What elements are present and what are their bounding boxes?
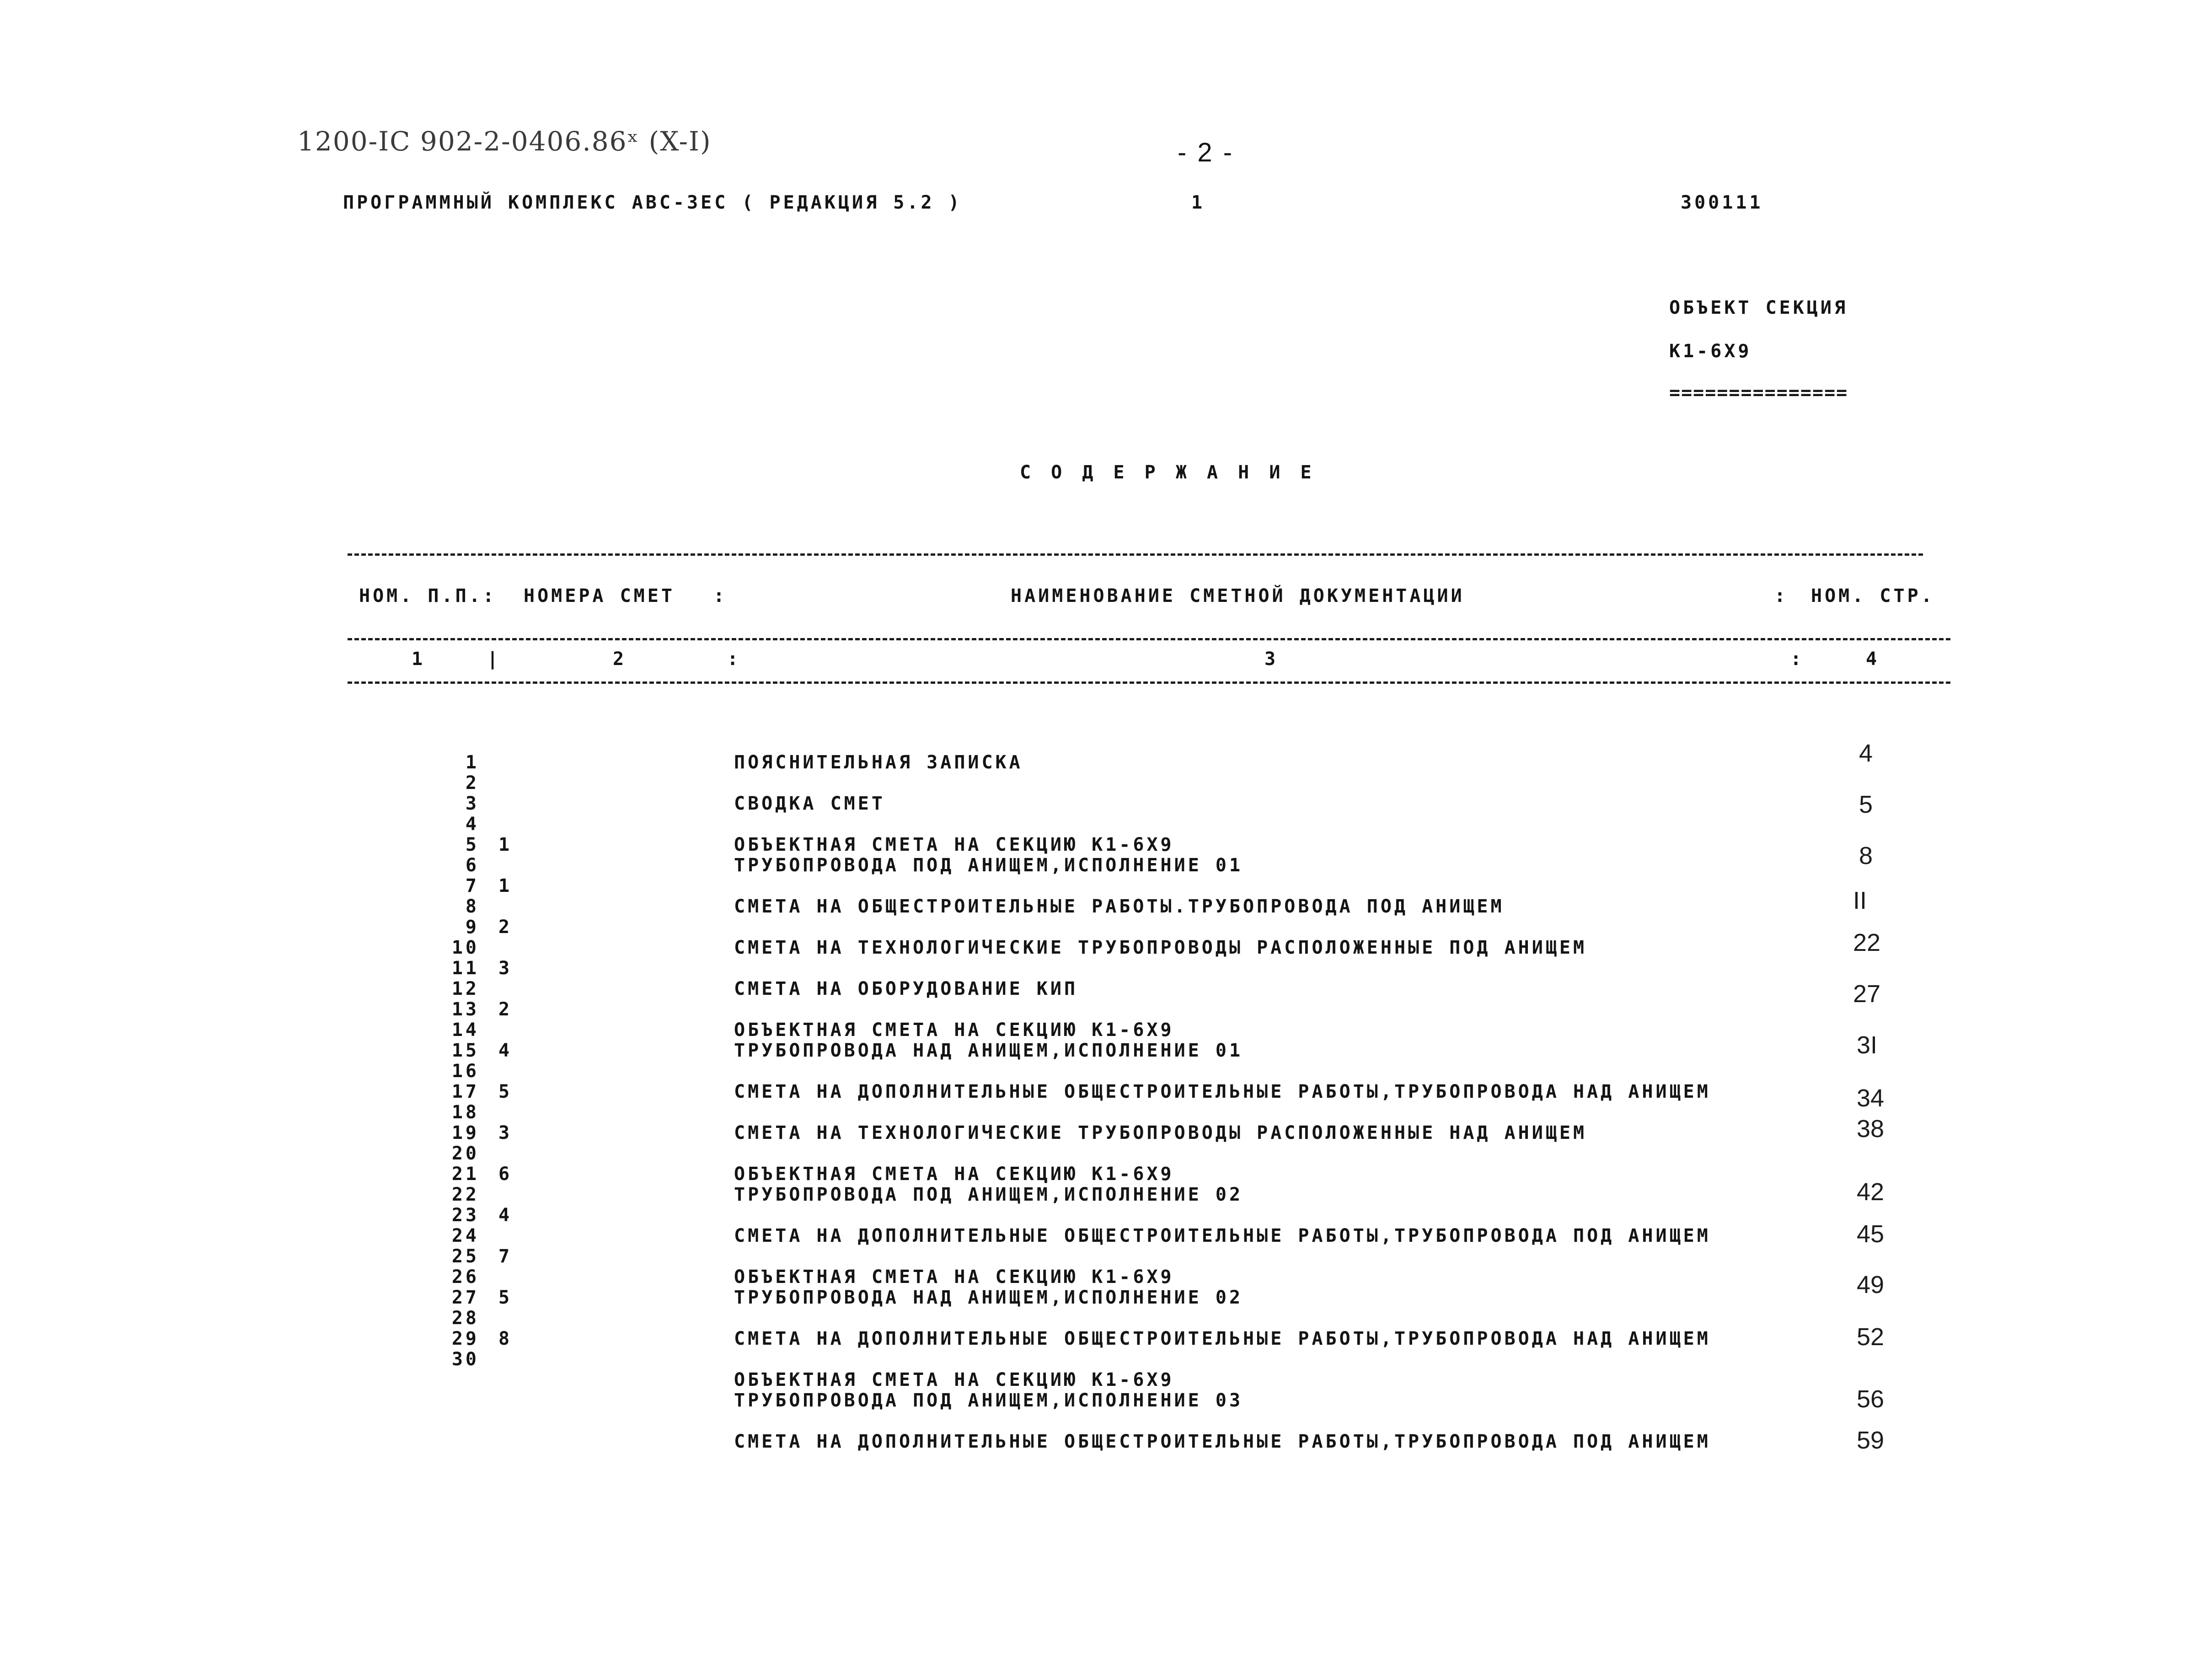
pp-number: 24: [451, 1225, 479, 1246]
document-code: 1200-IC 902-2-0406.86ˣ (X-I): [297, 126, 712, 157]
pp-number: 28: [451, 1308, 479, 1329]
entry-page-number: 56: [1857, 1385, 1885, 1413]
smeta-number: 5: [498, 1081, 513, 1102]
header-separator-a: :: [713, 585, 728, 606]
entry-page-number: 27: [1853, 980, 1881, 1008]
entry-subtitle: ТРУБОПРОВОДА НАД АНИЩЕМ,ИСПОЛНЕНИЕ 01: [734, 1040, 1243, 1061]
col-index-2: 2: [613, 649, 627, 670]
pp-number: 7: [465, 875, 479, 896]
entry-title: СМЕТА НА ТЕХНОЛОГИЧЕСКИЕ ТРУБОПРОВОДЫ РАСПОЛОЖЕННЫЕ ПОД АНИЩЕМ: [734, 937, 1587, 958]
pp-number: 22: [451, 1184, 479, 1205]
entry-title: ПОЯСНИТЕЛЬНАЯ ЗАПИСКА: [734, 752, 1023, 773]
smeta-number: 2: [498, 917, 513, 938]
pp-number: 23: [451, 1205, 479, 1226]
entry-title: СМЕТА НА ДОПОЛНИТЕЛЬНЫЕ ОБЩЕСТРОИТЕЛЬНЫЕ РАБОТЫ,ТРУБОПРОВОДА НАД АНИЩЕМ: [734, 1081, 1711, 1102]
table-top-rule: [348, 553, 1923, 556]
object-label: ОБЪЕКТ СЕКЦИЯ: [1669, 297, 1848, 318]
pp-number: 16: [451, 1061, 479, 1082]
smeta-number: 4: [498, 1205, 513, 1226]
col-divider-2: :: [727, 649, 741, 670]
pp-number: 19: [451, 1122, 479, 1143]
smeta-number: 3: [498, 958, 513, 979]
contents-title: С О Д Е Р Ж А Н И Е: [1020, 462, 1316, 483]
col-index-1: 1: [412, 649, 426, 670]
entry-page-number: 3I: [1857, 1031, 1878, 1059]
pp-number: 8: [465, 896, 479, 917]
entry-title: СВОДКА СМЕТ: [734, 793, 885, 814]
pp-number: 15: [451, 1040, 479, 1061]
pp-number: 29: [451, 1328, 479, 1349]
entry-subtitle: ТРУБОПРОВОДА ПОД АНИЩЕМ,ИСПОЛНЕНИЕ 03: [734, 1390, 1243, 1411]
col-divider-3: :: [1790, 649, 1805, 670]
entry-page-number: 52: [1857, 1323, 1885, 1351]
entry-title: СМЕТА НА ТЕХНОЛОГИЧЕСКИЕ ТРУБОПРОВОДЫ РАСПОЛОЖЕННЫЕ НАД АНИЩЕМ: [734, 1122, 1587, 1143]
pp-number: 9: [465, 917, 479, 938]
smeta-number: 7: [498, 1246, 513, 1267]
smeta-number: 8: [498, 1328, 513, 1349]
smeta-number: 1: [498, 834, 513, 855]
entry-title: ОБЪЕКТНАЯ СМЕТА НА СЕКЦИЮ К1-6Х9: [734, 1369, 1174, 1390]
program-line: ПРОГРАММНЫЙ КОМПЛЕКС АВС-3ЕС ( РЕДАКЦИЯ 5.2 ): [343, 192, 962, 213]
header-separator-b: :: [1774, 585, 1789, 606]
entry-title: СМЕТА НА ДОПОЛНИТЕЛЬНЫЕ ОБЩЕСТРОИТЕЛЬНЫЕ РАБОТЫ,ТРУБОПРОВОДА ПОД АНИЩЕМ: [734, 1225, 1711, 1246]
table-header-bottom-rule: [348, 681, 1950, 684]
header-col-name: НАИМЕНОВАНИЕ СМЕТНОЙ ДОКУМЕНТАЦИИ: [1011, 585, 1465, 606]
pp-number: 12: [451, 978, 479, 999]
entry-page-number: 4: [1859, 740, 1873, 767]
object-underline: ===============: [1669, 382, 1848, 403]
header-col-smeta: НОМЕРА СМЕТ: [524, 585, 675, 606]
col-index-4: 4: [1866, 649, 1880, 670]
entry-page-number: 38: [1857, 1115, 1885, 1143]
entry-page-number: 49: [1857, 1271, 1885, 1298]
entry-title: СМЕТА НА ОБЩЕСТРОИТЕЛЬНЫЕ РАБОТЫ.ТРУБОПРОВОДА ПОД АНИЩЕМ: [734, 896, 1505, 917]
entry-page-number: 34: [1857, 1084, 1885, 1112]
object-code: К1-6Х9: [1669, 341, 1752, 362]
pp-number: 13: [451, 999, 479, 1020]
pp-number: 26: [451, 1266, 479, 1288]
pp-number: 10: [451, 937, 479, 958]
entry-page-number: 42: [1857, 1178, 1885, 1206]
smeta-number: 1: [498, 875, 513, 896]
entry-title: ОБЪЕКТНАЯ СМЕТА НА СЕКЦИЮ К1-6Х9: [734, 1019, 1174, 1041]
pp-number: 3: [465, 793, 479, 814]
pp-number: 27: [451, 1287, 479, 1308]
entry-title: СМЕТА НА ДОПОЛНИТЕЛЬНЫЕ ОБЩЕСТРОИТЕЛЬНЫЕ РАБОТЫ,ТРУБОПРОВОДА НАД АНИЩЕМ: [734, 1328, 1711, 1349]
smeta-number: 3: [498, 1122, 513, 1143]
entry-title: СМЕТА НА ОБОРУДОВАНИЕ КИП: [734, 978, 1078, 999]
pp-number: 2: [465, 773, 479, 794]
pp-number: 30: [451, 1349, 479, 1370]
smeta-number: 6: [498, 1164, 513, 1185]
entry-title: СМЕТА НА ДОПОЛНИТЕЛЬНЫЕ ОБЩЕСТРОИТЕЛЬНЫЕ РАБОТЫ,ТРУБОПРОВОДА ПОД АНИЩЕМ: [734, 1431, 1711, 1452]
entry-page-number: 45: [1857, 1220, 1885, 1248]
pp-number: 4: [465, 814, 479, 835]
entry-title: ОБЪЕКТНАЯ СМЕТА НА СЕКЦИЮ К1-6Х9: [734, 834, 1174, 855]
job-code: 300111: [1681, 192, 1763, 213]
entry-subtitle: ТРУБОПРОВОДА ПОД АНИЩЕМ,ИСПОЛНЕНИЕ 02: [734, 1184, 1243, 1205]
pp-number: 1: [465, 752, 479, 773]
entry-title: ОБЪЕКТНАЯ СМЕТА НА СЕКЦИЮ К1-6Х9: [734, 1164, 1174, 1185]
entry-subtitle: ТРУБОПРОВОДА НАД АНИЩЕМ,ИСПОЛНЕНИЕ 02: [734, 1287, 1243, 1308]
entry-page-number: 22: [1853, 929, 1881, 956]
pp-number: 17: [451, 1081, 479, 1102]
pp-number: 18: [451, 1102, 479, 1123]
entry-page-number: 5: [1859, 791, 1873, 818]
header-col-page: НОМ. СТР.: [1811, 585, 1935, 606]
entry-page-number: 8: [1859, 842, 1873, 869]
pp-number: 6: [465, 855, 479, 876]
entry-page-number: II: [1853, 887, 1867, 914]
header-col-pp: НОМ. П.П.:: [359, 585, 497, 606]
page-marker: - 2 -: [1178, 138, 1234, 167]
pp-number: 14: [451, 1019, 479, 1041]
entry-title: ОБЪЕКТНАЯ СМЕТА НА СЕКЦИЮ К1-6Х9: [734, 1266, 1174, 1288]
entry-page-number: 59: [1857, 1427, 1885, 1454]
sheet-number: 1: [1191, 192, 1205, 213]
entry-subtitle: ТРУБОПРОВОДА ПОД АНИЩЕМ,ИСПОЛНЕНИЕ 01: [734, 855, 1243, 876]
pp-number: 11: [451, 958, 479, 979]
pp-number: 5: [465, 834, 479, 855]
table-mid-rule: [348, 638, 1950, 640]
pp-number: 20: [451, 1143, 479, 1164]
smeta-number: 2: [498, 999, 513, 1020]
pp-number: 21: [451, 1164, 479, 1185]
smeta-number: 4: [498, 1040, 513, 1061]
pp-number-column: [438, 752, 479, 1369]
col-divider-1: |: [487, 649, 501, 670]
pp-number: 25: [451, 1246, 479, 1267]
smeta-number: 5: [498, 1287, 513, 1308]
col-index-3: 3: [1264, 649, 1279, 670]
